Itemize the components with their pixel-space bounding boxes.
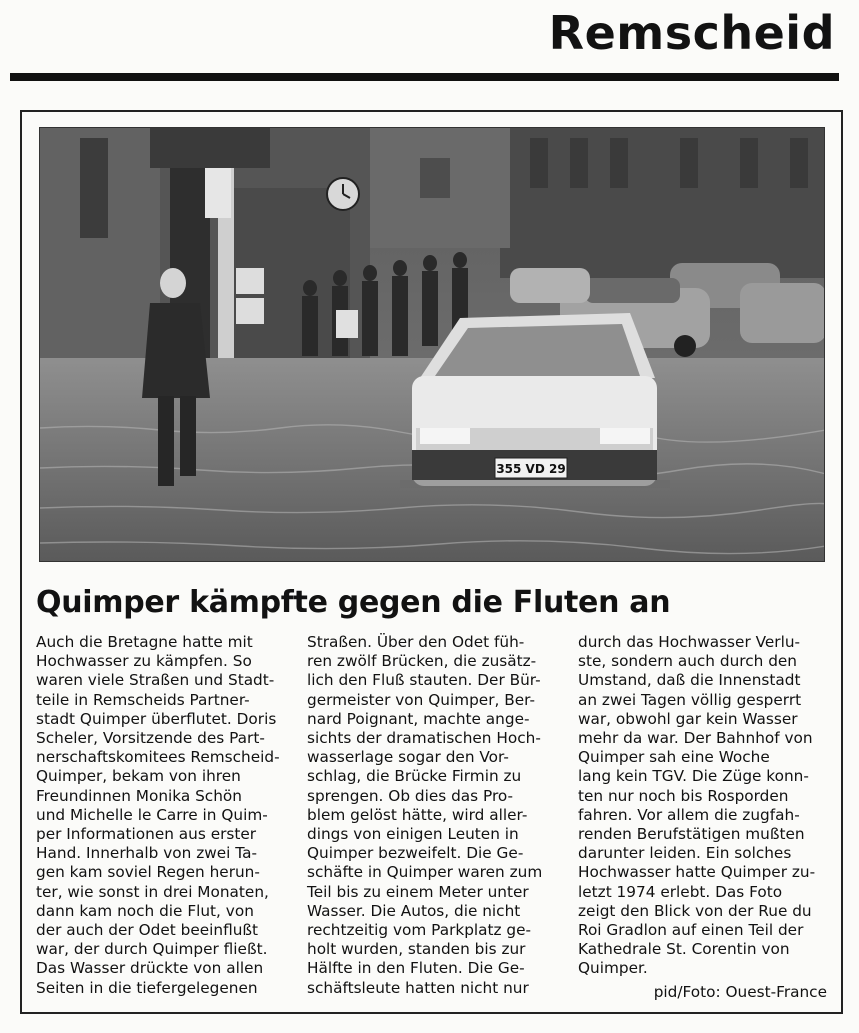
article-headline: Quimper kämpfte gegen die Fluten an bbox=[36, 585, 671, 620]
article-column-1: Auch die Bretagne hatte mit Hochwasser zu kämpfen. So waren viele Straßen und Stadt- teile in Remscheids Partner- stadt Quimper überflutet. Doris Scheler, Vorsitzende des Part- nerschaftskomitees Remscheid- Quimper, bekam von ihren Freundinnen Monika Schön und Michelle le Carre in Quim- per Informationen aus erster Hand. Innerhalb von zwei Ta- gen kam soviel Regen herun- ter, wie sonst in drei Monaten, dann kam noch die Flut, von der auch der Odet beeinflußt war, der durch Quimper fließt. Das Wasser drückte von allen Seiten in die tiefergelegenen bbox=[36, 633, 280, 997]
cathedral-wall bbox=[500, 128, 825, 278]
article-photo bbox=[39, 127, 825, 562]
article-column-2: Straßen. Über den Odet füh- ren zwölf Brücken, die zusätz- lich den Fluß stauten. Der Bür- germeister von Quimper, Ber- nard Poignant, machte ange- sichts der dramatischen Hoch- wasserlage sogar den Vor- schlag, die Brücke Firmin zu sprengen. Ob dies das Pro- blem gelöst hätte, wird aller- dings von einigen Leuten in Quimper bezweifelt. Die Ge- schäfte in Quimper waren zum Teil bis zu einem Meter unter Wasser. Die Autos, die nicht rechtzeitig vom Parkplatz ge- holt wurden, standen bis zur Hälfte in den Fluten. Die Ge- schäftsleute hatten nicht nur bbox=[307, 633, 543, 997]
photo-credit: pid/Foto: Ouest-France bbox=[653, 983, 827, 1001]
article-column-3: durch das Hochwasser Verlu- ste, sondern auch durch den Umstand, daß die Innenstadt an zwei Tagen völlig gesperrt war, obwohl gar kein Wasser mehr da war. Der Bahnhof von Quimper sah eine Woche lang kein TGV. Die Züge konn- ten nur noch bis Rosporden fahren. Vor allem die zugfah- renden Berufstätigen mußten darunter leiden. Ein solches Hochwasser hatte Quimper zu- letzt 1974 erlebt. Das Foto zeigt den Blick von der Rue du Roi Gradlon auf einen Teil der Kathedrale St. Corentin von Quimper. bbox=[578, 633, 816, 978]
flooded-car bbox=[412, 313, 657, 486]
section-rule bbox=[10, 73, 839, 81]
section-title: Remscheid bbox=[548, 6, 835, 60]
flood-street-photo bbox=[40, 128, 825, 562]
license-plate-text: 355 VD 29 bbox=[496, 462, 566, 476]
